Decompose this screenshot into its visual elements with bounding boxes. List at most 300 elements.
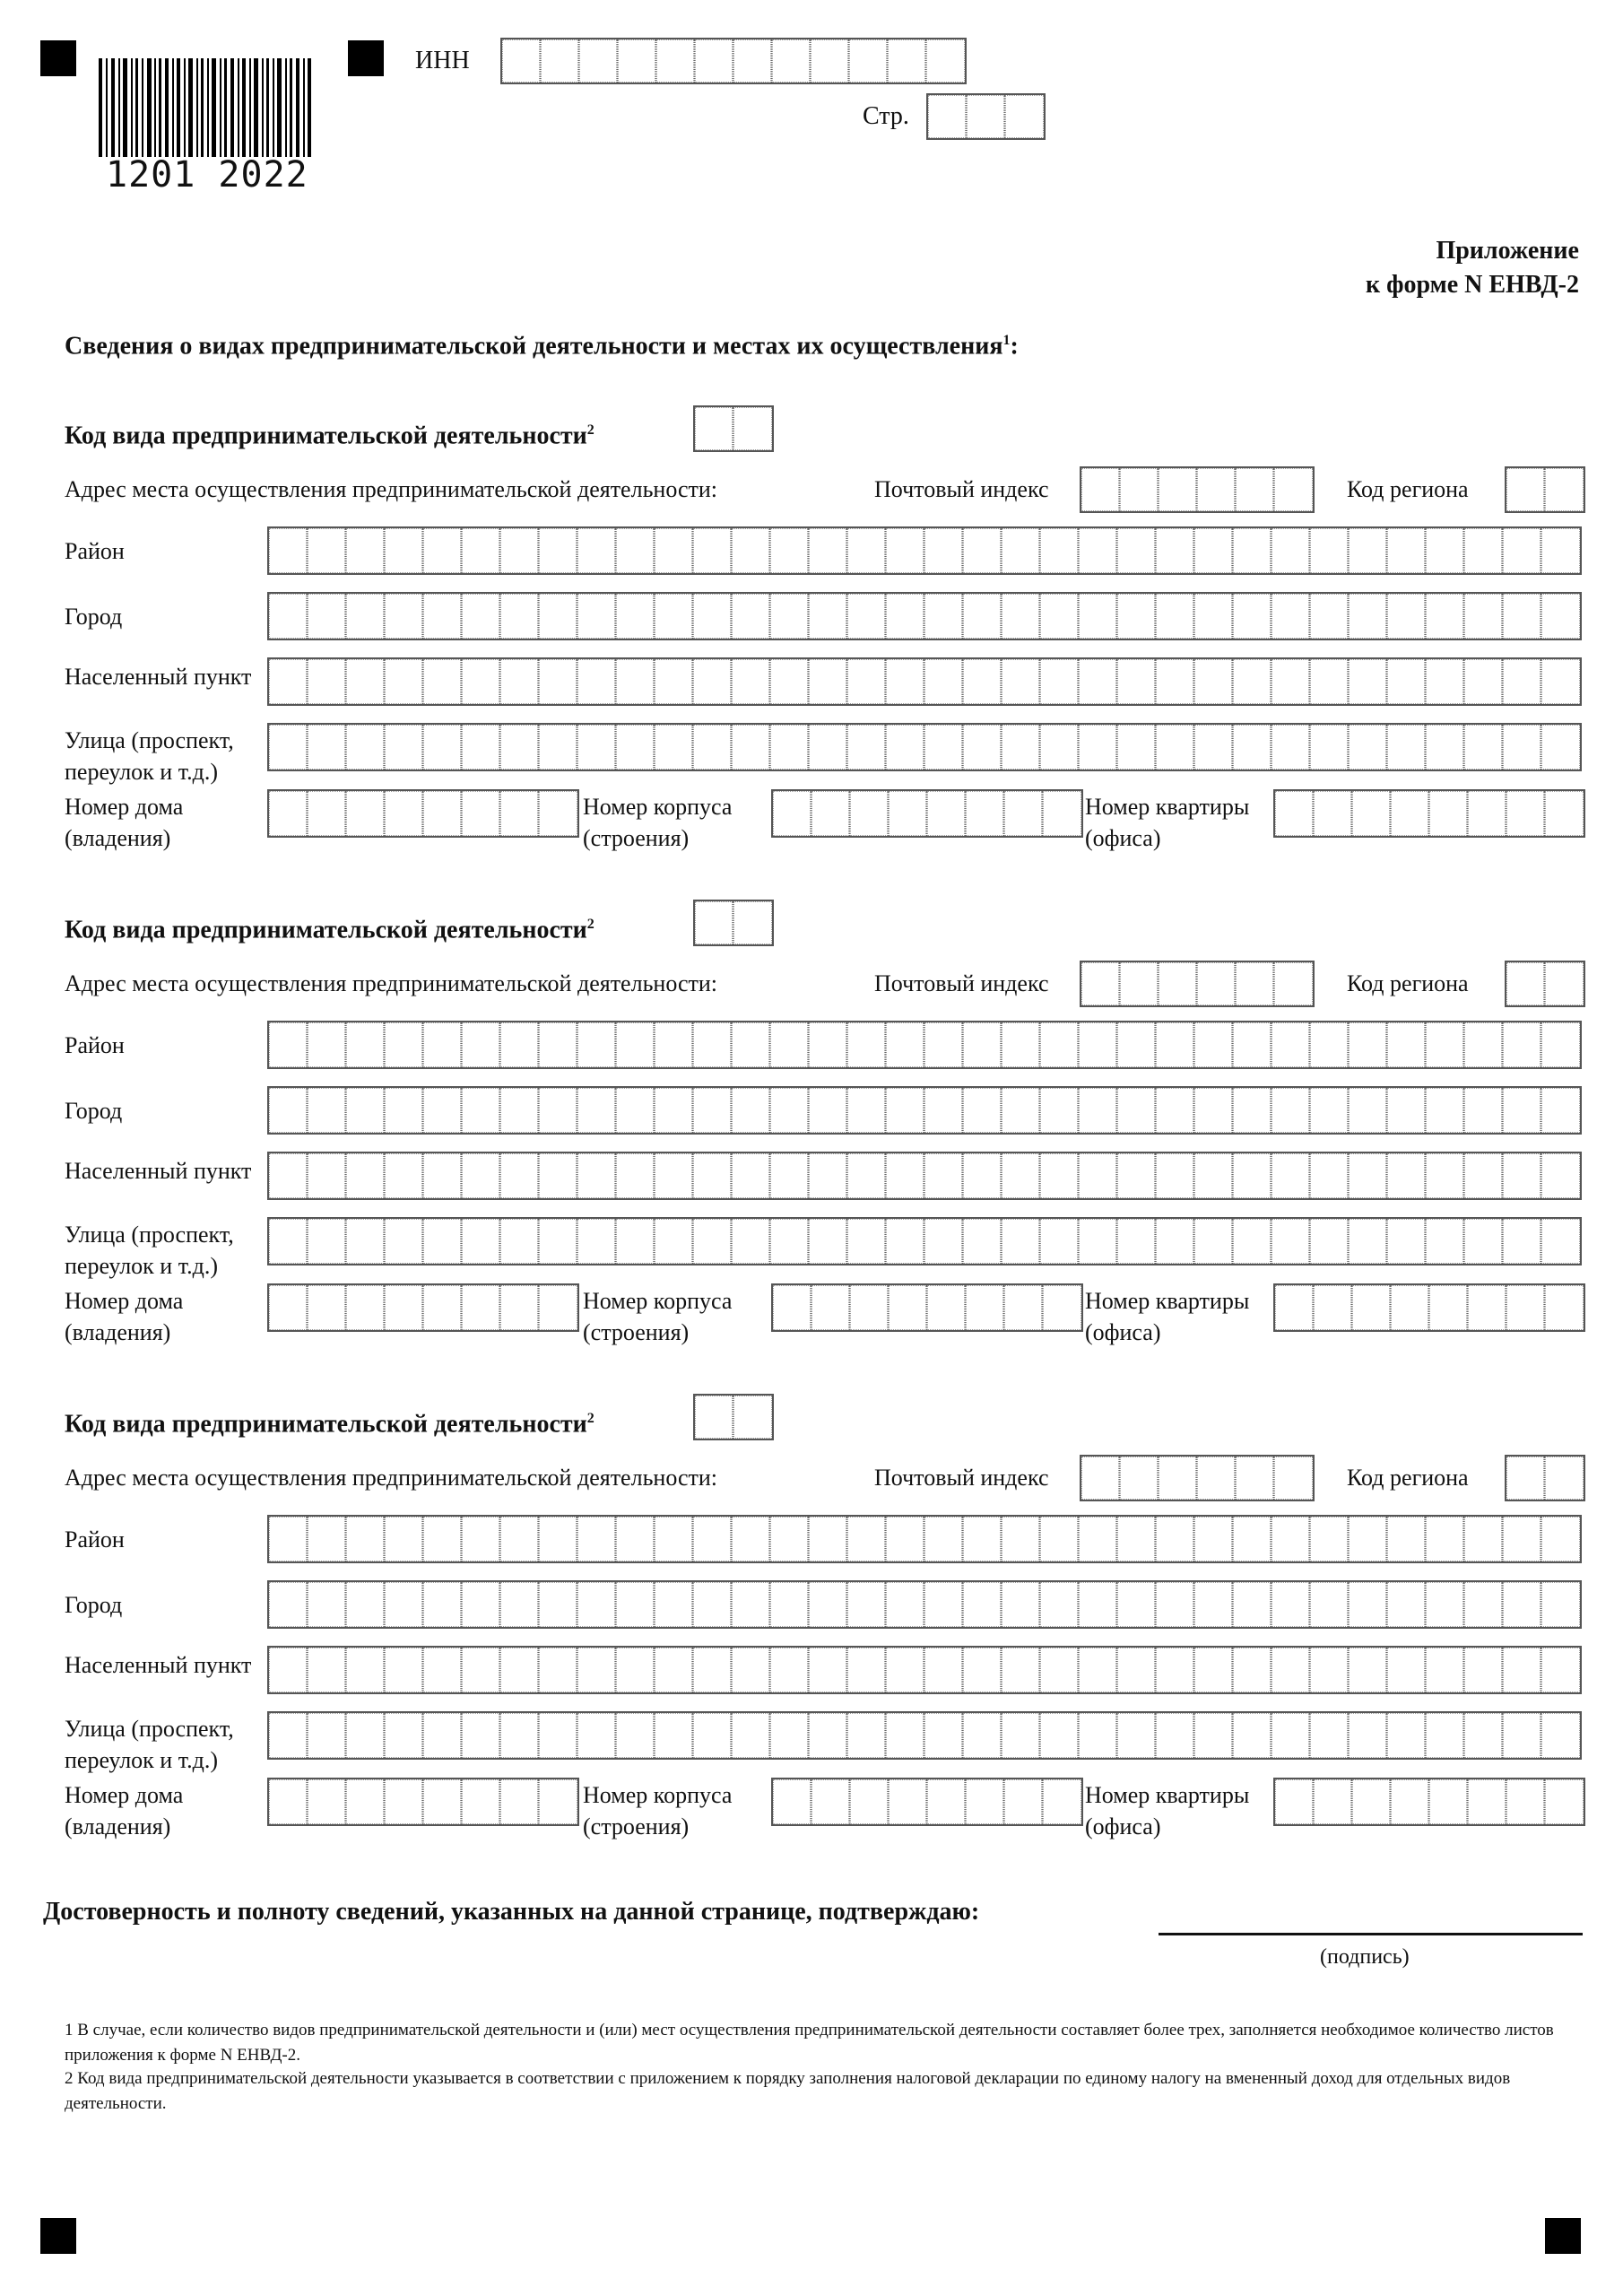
input-cell[interactable] <box>770 1517 809 1561</box>
input-cell[interactable] <box>927 1779 966 1824</box>
input-cell[interactable] <box>847 1648 886 1692</box>
input-cell[interactable] <box>1002 1517 1040 1561</box>
input-cell[interactable] <box>577 528 616 573</box>
input-cell[interactable] <box>924 1153 963 1198</box>
input-cell[interactable] <box>1117 1153 1156 1198</box>
input-cell[interactable] <box>1236 1457 1274 1500</box>
input-cell[interactable] <box>1233 1022 1271 1067</box>
input-cell[interactable] <box>1349 1022 1387 1067</box>
input-cell[interactable] <box>346 528 385 573</box>
input-cell[interactable] <box>733 1396 772 1439</box>
input-cell[interactable] <box>1156 594 1194 639</box>
input-cell[interactable] <box>1310 1153 1349 1198</box>
input-cell[interactable] <box>577 1153 616 1198</box>
input-cell[interactable] <box>1391 1779 1429 1824</box>
input-cell[interactable] <box>539 725 577 770</box>
input-cell[interactable] <box>1541 1022 1580 1067</box>
input-cell[interactable] <box>385 659 423 704</box>
input-cell[interactable] <box>269 1517 308 1561</box>
street-field-2[interactable] <box>267 1217 1582 1265</box>
input-cell[interactable] <box>770 1022 809 1067</box>
input-cell[interactable] <box>1426 594 1464 639</box>
input-cell[interactable] <box>1503 594 1541 639</box>
input-cell[interactable] <box>1117 1022 1156 1067</box>
input-cell[interactable] <box>655 1582 693 1627</box>
input-cell[interactable] <box>1040 1517 1079 1561</box>
input-cell[interactable] <box>539 1517 577 1561</box>
input-cell[interactable] <box>1156 659 1194 704</box>
input-cell[interactable] <box>269 791 308 836</box>
input-cell[interactable] <box>1426 1582 1464 1627</box>
input-cell[interactable] <box>1040 594 1079 639</box>
input-cell[interactable] <box>539 1022 577 1067</box>
input-cell[interactable] <box>1426 1022 1464 1067</box>
input-cell[interactable] <box>1387 725 1426 770</box>
input-cell[interactable] <box>1310 1648 1349 1692</box>
input-cell[interactable] <box>1503 528 1541 573</box>
input-cell[interactable] <box>1040 1582 1079 1627</box>
input-cell[interactable] <box>1271 528 1310 573</box>
input-cell[interactable] <box>423 791 462 836</box>
input-cell[interactable] <box>1464 725 1503 770</box>
input-cell[interactable] <box>886 1153 924 1198</box>
input-cell[interactable] <box>926 39 965 83</box>
input-cell[interactable] <box>308 1648 346 1692</box>
input-cell[interactable] <box>616 1713 655 1758</box>
input-cell[interactable] <box>1079 594 1117 639</box>
input-cell[interactable] <box>1349 1219 1387 1264</box>
input-cell[interactable] <box>693 1582 732 1627</box>
input-cell[interactable] <box>1464 528 1503 573</box>
input-cell[interactable] <box>1387 1648 1426 1692</box>
input-cell[interactable] <box>924 594 963 639</box>
input-cell[interactable] <box>1464 1219 1503 1264</box>
input-cell[interactable] <box>966 791 1004 836</box>
input-cell[interactable] <box>847 1153 886 1198</box>
input-cell[interactable] <box>1349 1713 1387 1758</box>
input-cell[interactable] <box>1233 1713 1271 1758</box>
district-field-3[interactable] <box>267 1515 1582 1563</box>
settlement-field-3[interactable] <box>267 1646 1582 1694</box>
settlement-field-2[interactable] <box>267 1152 1582 1200</box>
input-cell[interactable] <box>618 39 656 83</box>
input-cell[interactable] <box>616 1582 655 1627</box>
input-cell[interactable] <box>1040 725 1079 770</box>
input-cell[interactable] <box>308 1582 346 1627</box>
input-cell[interactable] <box>1506 1457 1545 1500</box>
input-cell[interactable] <box>1310 1582 1349 1627</box>
input-cell[interactable] <box>1002 725 1040 770</box>
input-cell[interactable] <box>1541 528 1580 573</box>
input-cell[interactable] <box>1426 528 1464 573</box>
input-cell[interactable] <box>423 1022 462 1067</box>
input-cell[interactable] <box>847 594 886 639</box>
input-cell[interactable] <box>1156 1713 1194 1758</box>
input-cell[interactable] <box>1043 1285 1081 1330</box>
input-cell[interactable] <box>655 1153 693 1198</box>
input-cell[interactable] <box>462 1582 500 1627</box>
input-cell[interactable] <box>500 1779 539 1824</box>
street-field-3[interactable] <box>267 1711 1582 1760</box>
input-cell[interactable] <box>1079 1219 1117 1264</box>
input-cell[interactable] <box>500 1517 539 1561</box>
input-cell[interactable] <box>1503 1517 1541 1561</box>
input-cell[interactable] <box>577 1582 616 1627</box>
input-cell[interactable] <box>308 791 346 836</box>
input-cell[interactable] <box>1040 1713 1079 1758</box>
input-cell[interactable] <box>308 528 346 573</box>
input-cell[interactable] <box>963 1022 1002 1067</box>
input-cell[interactable] <box>847 1022 886 1067</box>
input-cell[interactable] <box>462 1285 500 1330</box>
input-cell[interactable] <box>1271 1022 1310 1067</box>
input-cell[interactable] <box>924 1022 963 1067</box>
input-cell[interactable] <box>847 528 886 573</box>
input-cell[interactable] <box>269 1022 308 1067</box>
input-cell[interactable] <box>773 791 812 836</box>
input-cell[interactable] <box>850 1285 889 1330</box>
input-cell[interactable] <box>1349 725 1387 770</box>
input-cell[interactable] <box>849 39 888 83</box>
input-cell[interactable] <box>770 1648 809 1692</box>
input-cell[interactable] <box>308 594 346 639</box>
input-cell[interactable] <box>1271 659 1310 704</box>
input-cell[interactable] <box>1541 1153 1580 1198</box>
district-field-2[interactable] <box>267 1021 1582 1069</box>
input-cell[interactable] <box>1004 1285 1043 1330</box>
input-cell[interactable] <box>1271 1648 1310 1692</box>
input-cell[interactable] <box>655 594 693 639</box>
input-cell[interactable] <box>462 1713 500 1758</box>
inn-field[interactable] <box>500 38 967 84</box>
input-cell[interactable] <box>1464 1648 1503 1692</box>
input-cell[interactable] <box>1429 791 1468 836</box>
input-cell[interactable] <box>346 594 385 639</box>
input-cell[interactable] <box>1352 1285 1391 1330</box>
input-cell[interactable] <box>346 1582 385 1627</box>
input-cell[interactable] <box>886 1088 924 1133</box>
input-cell[interactable] <box>1233 594 1271 639</box>
city-field-2[interactable] <box>267 1086 1582 1135</box>
input-cell[interactable] <box>269 725 308 770</box>
input-cell[interactable] <box>812 791 850 836</box>
input-cell[interactable] <box>809 594 847 639</box>
input-cell[interactable] <box>423 1582 462 1627</box>
input-cell[interactable] <box>385 1648 423 1692</box>
input-cell[interactable] <box>1310 659 1349 704</box>
input-cell[interactable] <box>963 594 1002 639</box>
input-cell[interactable] <box>500 1153 539 1198</box>
input-cell[interactable] <box>927 791 966 836</box>
input-cell[interactable] <box>616 528 655 573</box>
input-cell[interactable] <box>770 1153 809 1198</box>
input-cell[interactable] <box>539 1648 577 1692</box>
input-cell[interactable] <box>462 1022 500 1067</box>
input-cell[interactable] <box>346 1153 385 1198</box>
input-cell[interactable] <box>346 1713 385 1758</box>
input-cell[interactable] <box>847 725 886 770</box>
input-cell[interactable] <box>308 1219 346 1264</box>
input-cell[interactable] <box>889 1285 927 1330</box>
input-cell[interactable] <box>924 659 963 704</box>
input-cell[interactable] <box>1545 1457 1584 1500</box>
building-number-field-2[interactable] <box>771 1283 1083 1332</box>
input-cell[interactable] <box>1236 962 1274 1005</box>
input-cell[interactable] <box>1349 1648 1387 1692</box>
input-cell[interactable] <box>346 725 385 770</box>
input-cell[interactable] <box>1426 1517 1464 1561</box>
input-cell[interactable] <box>1117 1648 1156 1692</box>
input-cell[interactable] <box>693 659 732 704</box>
input-cell[interactable] <box>1233 725 1271 770</box>
input-cell[interactable] <box>577 725 616 770</box>
input-cell[interactable] <box>1156 528 1194 573</box>
input-cell[interactable] <box>385 1022 423 1067</box>
input-cell[interactable] <box>732 528 770 573</box>
input-cell[interactable] <box>655 1517 693 1561</box>
input-cell[interactable] <box>1271 1713 1310 1758</box>
input-cell[interactable] <box>385 528 423 573</box>
input-cell[interactable] <box>693 1648 732 1692</box>
input-cell[interactable] <box>462 1648 500 1692</box>
input-cell[interactable] <box>1156 1088 1194 1133</box>
input-cell[interactable] <box>809 725 847 770</box>
input-cell[interactable] <box>269 1582 308 1627</box>
input-cell[interactable] <box>1464 1022 1503 1067</box>
input-cell[interactable] <box>269 1648 308 1692</box>
input-cell[interactable] <box>1194 1022 1233 1067</box>
input-cell[interactable] <box>889 1779 927 1824</box>
input-cell[interactable] <box>1429 1285 1468 1330</box>
input-cell[interactable] <box>1002 1088 1040 1133</box>
input-cell[interactable] <box>1194 1713 1233 1758</box>
input-cell[interactable] <box>1233 1648 1271 1692</box>
input-cell[interactable] <box>462 1153 500 1198</box>
input-cell[interactable] <box>1545 468 1584 511</box>
input-cell[interactable] <box>308 1713 346 1758</box>
input-cell[interactable] <box>770 1219 809 1264</box>
input-cell[interactable] <box>1117 1088 1156 1133</box>
input-cell[interactable] <box>423 1088 462 1133</box>
input-cell[interactable] <box>346 1648 385 1692</box>
input-cell[interactable] <box>886 1219 924 1264</box>
input-cell[interactable] <box>963 1219 1002 1264</box>
input-cell[interactable] <box>1464 1713 1503 1758</box>
settlement-field-1[interactable] <box>267 657 1582 706</box>
signature-line[interactable] <box>1159 1933 1583 1935</box>
input-cell[interactable] <box>811 39 849 83</box>
input-cell[interactable] <box>1004 791 1043 836</box>
input-cell[interactable] <box>577 1648 616 1692</box>
input-cell[interactable] <box>1271 1219 1310 1264</box>
input-cell[interactable] <box>423 1648 462 1692</box>
input-cell[interactable] <box>847 1219 886 1264</box>
input-cell[interactable] <box>1117 1713 1156 1758</box>
input-cell[interactable] <box>1349 1088 1387 1133</box>
input-cell[interactable] <box>886 528 924 573</box>
input-cell[interactable] <box>1545 791 1584 836</box>
input-cell[interactable] <box>732 1517 770 1561</box>
input-cell[interactable] <box>1194 725 1233 770</box>
input-cell[interactable] <box>1429 1779 1468 1824</box>
input-cell[interactable] <box>1387 1517 1426 1561</box>
input-cell[interactable] <box>1233 1088 1271 1133</box>
input-cell[interactable] <box>1310 1713 1349 1758</box>
house-number-field-2[interactable] <box>267 1283 579 1332</box>
input-cell[interactable] <box>1541 594 1580 639</box>
input-cell[interactable] <box>693 1219 732 1264</box>
input-cell[interactable] <box>1156 1582 1194 1627</box>
input-cell[interactable] <box>308 725 346 770</box>
input-cell[interactable] <box>1156 1219 1194 1264</box>
input-cell[interactable] <box>423 1153 462 1198</box>
input-cell[interactable] <box>539 528 577 573</box>
input-cell[interactable] <box>500 1648 539 1692</box>
activity-code-field-1[interactable] <box>693 405 774 452</box>
input-cell[interactable] <box>308 1779 346 1824</box>
input-cell[interactable] <box>1040 1219 1079 1264</box>
input-cell[interactable] <box>924 1713 963 1758</box>
input-cell[interactable] <box>1314 791 1352 836</box>
input-cell[interactable] <box>1233 1582 1271 1627</box>
input-cell[interactable] <box>1081 962 1120 1005</box>
input-cell[interactable] <box>886 659 924 704</box>
input-cell[interactable] <box>1387 1022 1426 1067</box>
input-cell[interactable] <box>886 1648 924 1692</box>
input-cell[interactable] <box>1156 1153 1194 1198</box>
input-cell[interactable] <box>809 528 847 573</box>
input-cell[interactable] <box>1464 594 1503 639</box>
input-cell[interactable] <box>1426 1153 1464 1198</box>
input-cell[interactable] <box>1541 1517 1580 1561</box>
input-cell[interactable] <box>500 1219 539 1264</box>
apartment-number-field-1[interactable] <box>1273 789 1585 838</box>
input-cell[interactable] <box>850 791 889 836</box>
input-cell[interactable] <box>773 1285 812 1330</box>
input-cell[interactable] <box>539 659 577 704</box>
input-cell[interactable] <box>1275 1285 1314 1330</box>
input-cell[interactable] <box>346 1219 385 1264</box>
input-cell[interactable] <box>269 1779 308 1824</box>
input-cell[interactable] <box>423 1285 462 1330</box>
input-cell[interactable] <box>1194 528 1233 573</box>
input-cell[interactable] <box>385 1517 423 1561</box>
input-cell[interactable] <box>1310 725 1349 770</box>
input-cell[interactable] <box>655 725 693 770</box>
input-cell[interactable] <box>500 528 539 573</box>
input-cell[interactable] <box>616 594 655 639</box>
input-cell[interactable] <box>1197 468 1236 511</box>
input-cell[interactable] <box>308 1022 346 1067</box>
input-cell[interactable] <box>1541 1088 1580 1133</box>
input-cell[interactable] <box>423 1779 462 1824</box>
input-cell[interactable] <box>656 39 695 83</box>
input-cell[interactable] <box>886 1022 924 1067</box>
region-code-field-3[interactable] <box>1505 1455 1585 1501</box>
postal-index-field-2[interactable] <box>1080 961 1315 1007</box>
input-cell[interactable] <box>577 1219 616 1264</box>
input-cell[interactable] <box>1117 659 1156 704</box>
input-cell[interactable] <box>655 1713 693 1758</box>
input-cell[interactable] <box>539 1779 577 1824</box>
input-cell[interactable] <box>500 725 539 770</box>
input-cell[interactable] <box>539 1153 577 1198</box>
input-cell[interactable] <box>577 1088 616 1133</box>
input-cell[interactable] <box>1117 528 1156 573</box>
input-cell[interactable] <box>462 659 500 704</box>
input-cell[interactable] <box>1040 528 1079 573</box>
input-cell[interactable] <box>1117 1219 1156 1264</box>
input-cell[interactable] <box>1468 1285 1506 1330</box>
input-cell[interactable] <box>1275 791 1314 836</box>
postal-index-field-1[interactable] <box>1080 466 1315 513</box>
input-cell[interactable] <box>423 528 462 573</box>
input-cell[interactable] <box>1002 659 1040 704</box>
input-cell[interactable] <box>1387 1219 1426 1264</box>
input-cell[interactable] <box>693 594 732 639</box>
input-cell[interactable] <box>539 1219 577 1264</box>
input-cell[interactable] <box>1081 468 1120 511</box>
input-cell[interactable] <box>1464 659 1503 704</box>
input-cell[interactable] <box>1271 1582 1310 1627</box>
input-cell[interactable] <box>809 1517 847 1561</box>
input-cell[interactable] <box>1275 1779 1314 1824</box>
input-cell[interactable] <box>1426 1713 1464 1758</box>
input-cell[interactable] <box>1079 1648 1117 1692</box>
input-cell[interactable] <box>1426 725 1464 770</box>
input-cell[interactable] <box>695 39 733 83</box>
input-cell[interactable] <box>539 791 577 836</box>
input-cell[interactable] <box>1352 1779 1391 1824</box>
input-cell[interactable] <box>1156 725 1194 770</box>
input-cell[interactable] <box>772 39 811 83</box>
input-cell[interactable] <box>1503 1648 1541 1692</box>
input-cell[interactable] <box>1002 594 1040 639</box>
input-cell[interactable] <box>616 1219 655 1264</box>
input-cell[interactable] <box>1120 468 1159 511</box>
input-cell[interactable] <box>1468 1779 1506 1824</box>
input-cell[interactable] <box>812 1779 850 1824</box>
input-cell[interactable] <box>732 1582 770 1627</box>
input-cell[interactable] <box>1156 1022 1194 1067</box>
input-cell[interactable] <box>1040 1088 1079 1133</box>
input-cell[interactable] <box>539 1582 577 1627</box>
input-cell[interactable] <box>1156 1648 1194 1692</box>
street-field-1[interactable] <box>267 723 1582 771</box>
input-cell[interactable] <box>886 594 924 639</box>
input-cell[interactable] <box>385 1582 423 1627</box>
input-cell[interactable] <box>1043 791 1081 836</box>
input-cell[interactable] <box>616 1517 655 1561</box>
input-cell[interactable] <box>770 1582 809 1627</box>
input-cell[interactable] <box>1541 1713 1580 1758</box>
input-cell[interactable] <box>1349 528 1387 573</box>
input-cell[interactable] <box>963 1582 1002 1627</box>
input-cell[interactable] <box>1117 1517 1156 1561</box>
input-cell[interactable] <box>655 528 693 573</box>
input-cell[interactable] <box>577 1517 616 1561</box>
input-cell[interactable] <box>1349 1153 1387 1198</box>
input-cell[interactable] <box>1464 1153 1503 1198</box>
input-cell[interactable] <box>385 791 423 836</box>
input-cell[interactable] <box>1004 1779 1043 1824</box>
input-cell[interactable] <box>809 1219 847 1264</box>
input-cell[interactable] <box>269 1088 308 1133</box>
input-cell[interactable] <box>850 1779 889 1824</box>
input-cell[interactable] <box>500 659 539 704</box>
input-cell[interactable] <box>963 1648 1002 1692</box>
house-number-field-3[interactable] <box>267 1778 579 1826</box>
